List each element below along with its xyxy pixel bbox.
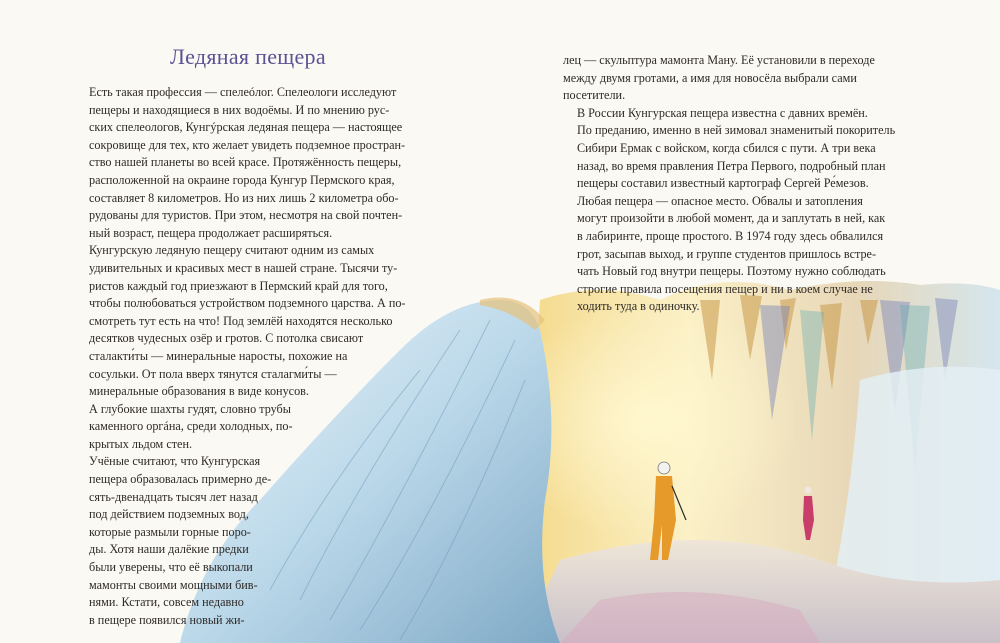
text-line: посетители.: [563, 88, 626, 103]
text-line: расположенной на окраине города Кунгур Пермского края,: [89, 172, 395, 187]
paragraph: [563, 52, 895, 105]
text-line: Любая пещера — опасное место. Обвалы и затопления: [577, 193, 863, 208]
text-line: ство нашей планеты во всей красе. Протяжённость пещеры,: [89, 155, 402, 170]
text-line: между двумя гротами, а имя для новосёла выбрали сами: [563, 70, 857, 85]
text-line: в лабиринте, проще простого. В 1974 году здесь обвалился: [577, 228, 884, 243]
right-column: [563, 52, 895, 316]
text-line: Сибири Ермак с войском, когда сбился с пути. А три века: [577, 140, 876, 155]
text-line: пещеры составил известный картограф Сергей Ре́мезов.: [577, 176, 869, 191]
text-line: удивительных и красивых мест в нашей стране. Тысячи ту-: [89, 260, 398, 275]
text-line: пещеры и находящиеся в них водоёмы. И по мнению рус-: [89, 102, 390, 117]
text-line: могут произойти в любой момент, да и заплутать в ней, как: [577, 211, 886, 226]
page-title: Ледяная пещера: [170, 44, 326, 69]
text-line: десятков чудесных озёр и гротов. С потолка свисают: [89, 331, 364, 346]
text-line: Учёные считают, что Кунгурская: [89, 454, 261, 469]
text-line: Кунгурскую ледяную пещеру считают одним из самых: [89, 243, 375, 258]
text-line: ских спелеологов, Кунгýрская ледяная пещера — настоящее: [89, 120, 403, 135]
paragraph: [563, 193, 895, 316]
text-line: нями. Кстати, совсем недавно: [89, 595, 244, 610]
text-line: грот, засыпав выход, и группе студентов пришлось встре-: [577, 246, 877, 261]
text-line: которые размыли горные поро-: [89, 524, 251, 539]
text-line: ристов каждый год приезжают в Пермский край для того,: [89, 278, 388, 293]
paragraph: [75, 84, 406, 242]
text-line: составляет 8 километров. Но из них лишь 2 километра обо-: [89, 190, 399, 205]
text-line: смотреть тут есть на что! Под землёй находятся несколько: [89, 313, 393, 328]
text-line: минеральные образования в виде конусов.: [89, 384, 309, 399]
text-line: А глубокие шахты гудят, словно трубы: [89, 401, 291, 416]
text-line: рудованы для туристов. При этом, несмотря на свой почтен-: [89, 208, 403, 223]
text-line: назад, во время правления Петра Первого, подробный план: [577, 158, 886, 173]
left-column: [75, 84, 406, 629]
paragraph: [75, 242, 406, 453]
text-line: сокровище для тех, кто желает увидеть подземное простран-: [89, 137, 406, 152]
text-line: ный возраст, пещера продолжает расширяться.: [89, 225, 333, 240]
text-line: По преданию, именно в ней зимовал знаменитый покоритель: [577, 123, 896, 138]
text-line: Есть такая профессия — спелеóлог. Спелеологи исследуют: [89, 85, 397, 99]
paragraph: [75, 453, 406, 629]
text-line: крытых льдом стен.: [89, 436, 193, 451]
text-line: мамонты своими мощными бив-: [89, 577, 258, 592]
text-line: чтобы полюбоваться устройством подземного царства. А по-: [89, 296, 406, 311]
text-line: пещера образовалась примерно де-: [89, 472, 272, 487]
text-line: были уверены, что её выкопали: [89, 560, 253, 575]
text-line: ды. Хотя наши далёкие предки: [89, 542, 249, 557]
text-line: строгие правила посещения пещер и ни в коем случае не: [577, 281, 873, 296]
text-line: каменного оргáна, среди холодных, по-: [89, 419, 293, 434]
text-line: сять-двенадцать тысяч лет назад: [89, 489, 258, 504]
text-line: В России Кунгурская пещера известна с давних времён.: [577, 105, 868, 120]
text-line: сосульки. От пола вверх тянутся сталагми́ты —: [89, 366, 337, 381]
text-line: ходить туда в одиночку.: [577, 299, 700, 314]
text-line: под действием подземных вод,: [89, 507, 249, 522]
paragraph: [563, 105, 895, 193]
text-line: чать Новый год внутри пещеры. Поэтому нужно соблюдать: [577, 264, 886, 279]
text-line: в пещере появился новый жи-: [89, 612, 245, 627]
text-line: лец — скульптура мамонта Ману. Её установили в переходе: [563, 53, 875, 67]
text-line: сталакти́ты — минеральные наросты, похожие на: [89, 348, 348, 363]
